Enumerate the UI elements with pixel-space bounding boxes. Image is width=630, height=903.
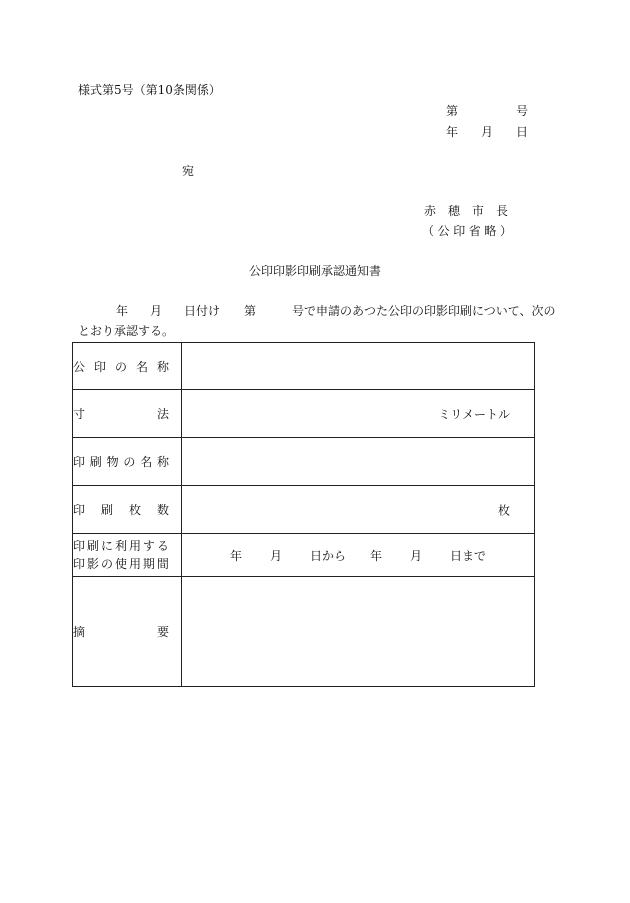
number-prefix: 第 bbox=[446, 104, 459, 118]
form-number: 様式第5号（第10条関係） bbox=[78, 83, 221, 97]
label-char: 刷 bbox=[89, 455, 102, 469]
date-year: 年 bbox=[446, 125, 459, 139]
label-char: 用 bbox=[128, 557, 141, 571]
label-remarks bbox=[73, 577, 182, 687]
label-char: の bbox=[123, 455, 136, 469]
seal-omitted-note bbox=[422, 222, 512, 239]
label-char: 摘 bbox=[73, 625, 86, 639]
label-char: る bbox=[156, 539, 169, 553]
value-seal-name bbox=[182, 343, 535, 390]
table-row bbox=[73, 486, 535, 534]
issuer-char: 赤 bbox=[424, 204, 437, 218]
body-month: 月 bbox=[150, 304, 163, 318]
label-char: 名 bbox=[140, 455, 153, 469]
table-row bbox=[73, 438, 535, 486]
value-remarks bbox=[182, 577, 535, 687]
period-from-month: 月 bbox=[269, 548, 282, 563]
table-row bbox=[73, 390, 535, 438]
body-dated: 日付け bbox=[184, 304, 221, 318]
issuer-char: 穂 bbox=[447, 204, 460, 218]
label-dimensions bbox=[73, 390, 182, 438]
label-char: 間 bbox=[156, 557, 169, 571]
value-dimensions bbox=[182, 390, 535, 438]
label-char: 数 bbox=[156, 503, 169, 517]
label-char: の bbox=[114, 359, 127, 374]
label-char: 用 bbox=[128, 539, 141, 553]
label-char: に bbox=[100, 539, 113, 553]
label-char: 印 bbox=[73, 557, 86, 571]
date-month: 月 bbox=[480, 125, 493, 139]
label-usage-period bbox=[73, 534, 182, 577]
period-from-day: 日から bbox=[309, 548, 346, 563]
issuer-char: 長 bbox=[495, 204, 508, 218]
label-char: 印 bbox=[73, 539, 86, 553]
label-char: 印 bbox=[93, 359, 106, 374]
label-char: 名 bbox=[135, 359, 148, 374]
label-char: 要 bbox=[156, 625, 169, 639]
body-number-prefix: 第 bbox=[244, 304, 257, 318]
issuer-name bbox=[424, 202, 508, 219]
seal-char: ） bbox=[499, 224, 512, 238]
body-request-text: 号で申請のあつた公印の印影印刷について、次の bbox=[292, 304, 556, 318]
period-to-month: 月 bbox=[410, 548, 423, 563]
body-text-line2: とおり承認する。 bbox=[78, 324, 175, 338]
seal-char: 印 bbox=[453, 224, 466, 238]
label-char: 刷 bbox=[100, 503, 113, 517]
addressee-suffix: 宛 bbox=[182, 164, 195, 178]
label-print-count bbox=[73, 486, 182, 534]
label-char: 寸 bbox=[73, 407, 86, 421]
seal-char: 公 bbox=[437, 224, 450, 238]
label-char: 称 bbox=[156, 359, 169, 374]
approval-detail-table bbox=[72, 342, 535, 687]
label-char: の bbox=[100, 557, 113, 571]
label-char: 使 bbox=[114, 557, 127, 571]
unit-millimeter: ミリメートル bbox=[438, 407, 510, 421]
document-title: 公印印影印刷承認通知書 bbox=[248, 264, 381, 278]
value-printed-item-name bbox=[182, 438, 535, 486]
value-print-count bbox=[182, 486, 535, 534]
seal-char: 省 bbox=[468, 224, 481, 238]
label-char: 影 bbox=[86, 557, 99, 571]
period-range bbox=[182, 547, 534, 564]
date-day: 日 bbox=[515, 125, 528, 139]
label-char: 印 bbox=[73, 503, 86, 517]
issuer-char: 市 bbox=[471, 204, 484, 218]
label-char: 期 bbox=[142, 557, 155, 571]
label-printed-item-name bbox=[73, 438, 182, 486]
label-char: 刷 bbox=[86, 539, 99, 553]
label-char: 枚 bbox=[128, 503, 141, 517]
period-to-year: 年 bbox=[370, 548, 383, 563]
body-year: 年 bbox=[116, 304, 129, 318]
label-char: 公 bbox=[73, 359, 86, 374]
document-date-line bbox=[446, 123, 528, 140]
table-row bbox=[73, 343, 535, 390]
label-seal-name bbox=[73, 343, 182, 390]
label-char: 利 bbox=[114, 539, 127, 553]
label-char: 称 bbox=[156, 455, 169, 469]
label-char: 物 bbox=[106, 455, 119, 469]
seal-char: 略 bbox=[484, 224, 497, 238]
number-suffix: 号 bbox=[515, 104, 528, 118]
label-char: 印 bbox=[73, 455, 86, 469]
unit-sheets: 枚 bbox=[497, 503, 510, 517]
period-from-year: 年 bbox=[229, 548, 242, 563]
document-number-line bbox=[446, 102, 528, 119]
value-usage-period bbox=[182, 534, 535, 577]
table-row bbox=[73, 577, 535, 687]
table-row bbox=[73, 534, 535, 577]
label-char: 法 bbox=[156, 407, 169, 421]
period-to-day: 日まで bbox=[450, 548, 487, 563]
label-char: す bbox=[142, 539, 155, 553]
seal-char: （ bbox=[422, 224, 435, 238]
